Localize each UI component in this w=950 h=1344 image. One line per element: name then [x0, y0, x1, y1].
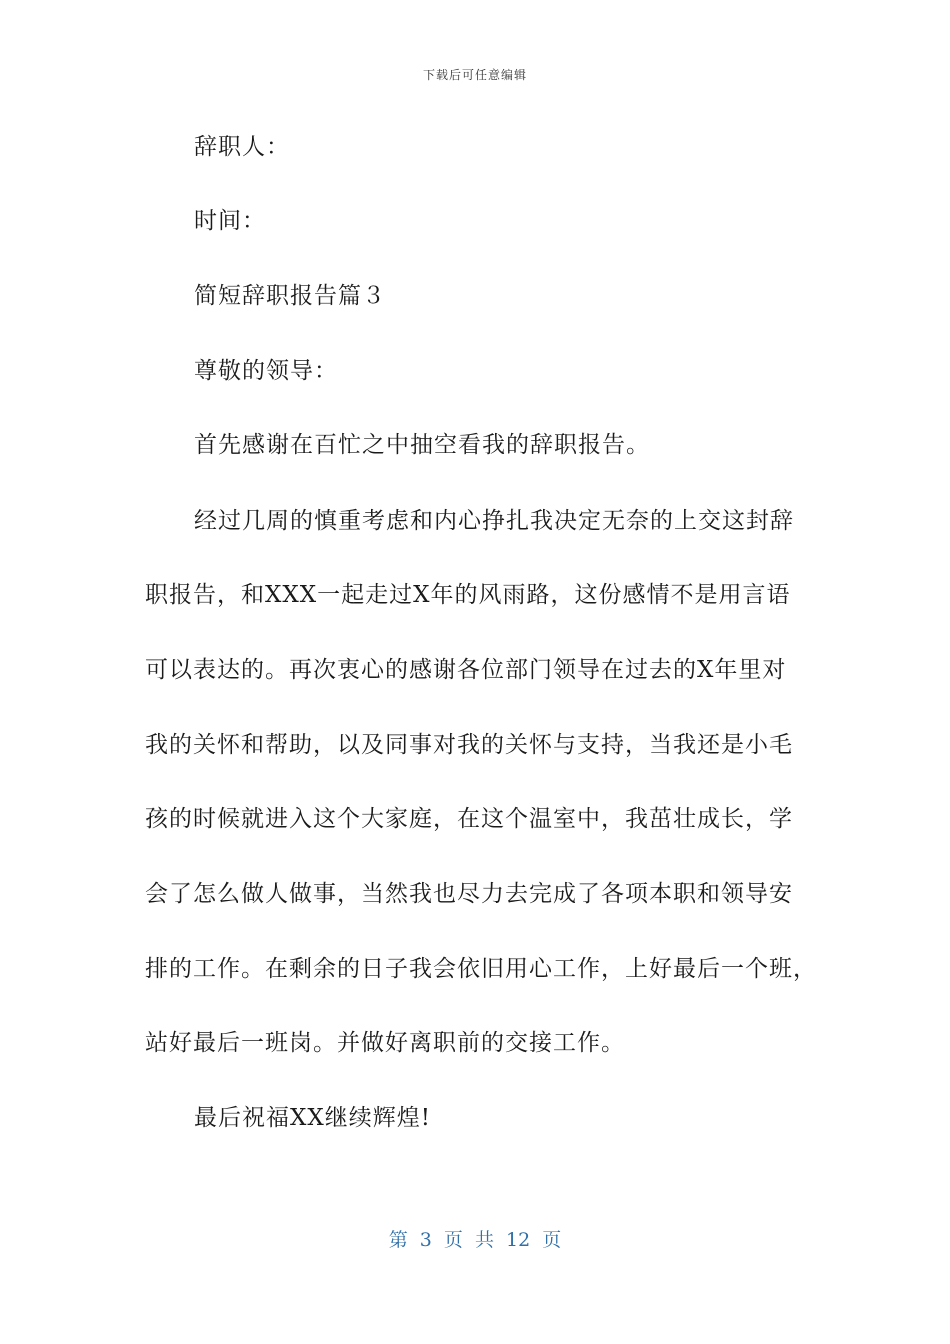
time-label: 时间：: [194, 208, 266, 234]
paragraph-line: 孩的时候就进入这个大家庭，在这个温室中，我茁壮成长，学: [145, 806, 793, 832]
page-header-note: 下载后可任意编辑: [422, 68, 527, 82]
paragraph-line: 站好最后一班岗。并做好离职前的交接工作。: [145, 1030, 625, 1056]
paragraph-line: 排的工作。在剩余的日子我会依旧用心工作，上好最后一个班，: [145, 956, 817, 982]
paragraph-line: 可以表达的。再次衷心的感谢各位部门领导在过去的X年里对: [145, 657, 787, 683]
closing-wish: 最后祝福XX继续辉煌!: [194, 1105, 431, 1131]
paragraph-line: 职报告，和XXX一起走过X年的风雨路，这份感情不是用言语: [145, 582, 791, 608]
paragraph-line: 经过几周的慎重考虑和内心挣扎我决定无奈的上交这封辞: [194, 508, 794, 534]
section-title: 简短辞职报告篇３: [194, 283, 386, 309]
page-indicator: 第 3 页 共 12 页: [388, 1229, 562, 1251]
resigner-label: 辞职人：: [194, 134, 290, 160]
paragraph-line: 会了怎么做人做事，当然我也尽力去完成了各项本职和领导安: [145, 881, 793, 907]
paragraph-line: 我的关怀和帮助，以及同事对我的关怀与支持，当我还是小毛: [145, 732, 793, 758]
salutation: 尊敬的领导：: [194, 358, 338, 384]
opening-sentence: 首先感谢在百忙之中抽空看我的辞职报告。: [194, 432, 650, 458]
